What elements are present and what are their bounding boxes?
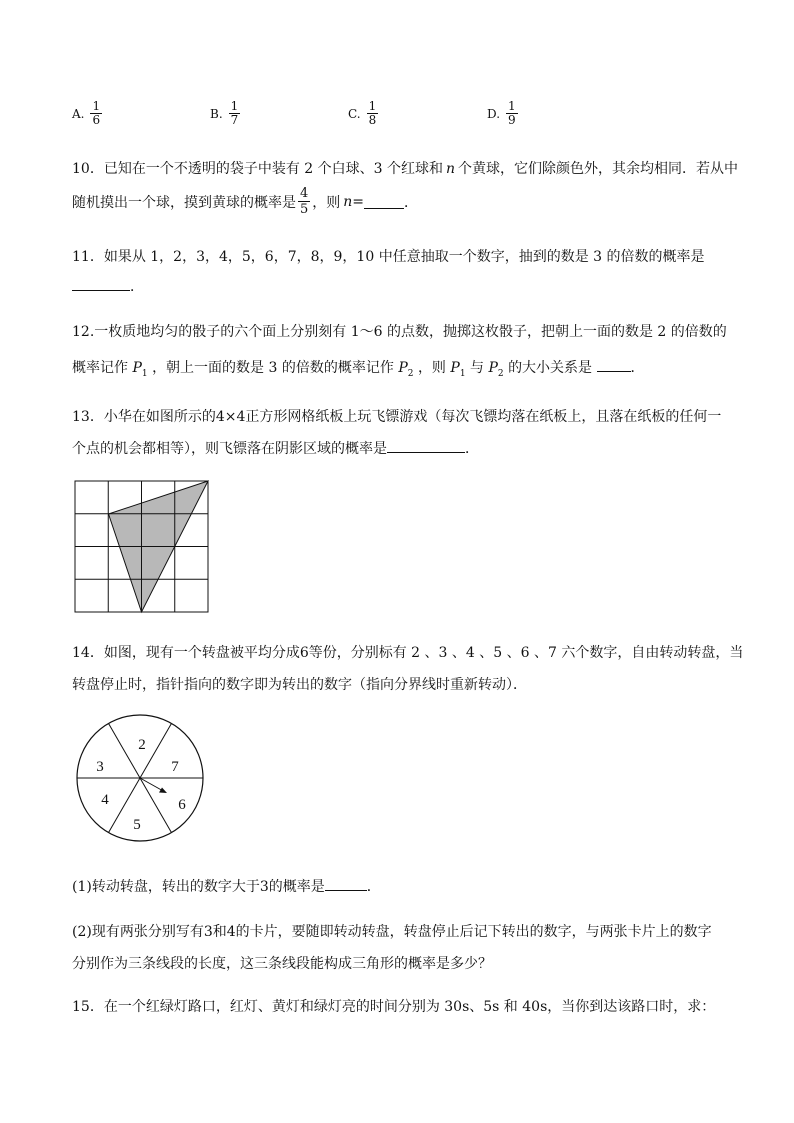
spinner-label: 2 [138,737,146,753]
var-n: n [445,161,456,177]
choice-letter: C. [348,106,361,121]
choice-letter: A. [72,106,85,121]
answer-blank[interactable] [387,438,465,453]
choice-letter: D. [487,106,501,121]
q12-line1: 12.一枚质地均匀的骰子的六个面上分别刻有 1～6 的点数，抛掷这枚骰子，把朝上一面的数是 2 的倍数的 [72,324,727,340]
choice-fraction: $\frac{1}{7}$ [230,99,239,127]
choice-d [487,100,520,127]
dartboard-grid-figure [72,478,212,616]
q11-line1: 11．如果从 1，2，3，4，5，6，7，8，9，10 中任意抽取一个数字，抽到的数是 3 的倍数的概率是 [72,249,705,265]
q15-line1: 15．在一个红绿灯路口，红灯、黄灯和绿灯亮的时间分别为 30s、5s 和 40s，当你到达该路口时，求： [72,999,716,1015]
answer-blank[interactable] [325,876,367,891]
answer-blank[interactable] [597,357,631,372]
spinner-label: 7 [171,759,179,775]
spinner-label: 4 [101,792,109,808]
q14-sub2-line1: (2)现有两张分别写有3和4的卡片，要随即转动转盘，转盘停止后记下转出的数字，与两张卡片上的数字 [72,924,712,940]
q10-line1: 10．已知在一个不透明的袋子中装有 2 个白球、3 个红球和 n 个黄球，它们除颜色外，其余均相同．若从中 [72,161,739,177]
q13-line2: 个点的机会都相等），则飞镖落在阴影区域的概率是 ． [72,438,479,458]
choice-letter: B. [210,106,223,121]
choice-fraction: $\frac{1}{8}$ [368,99,377,127]
choice-c [348,100,380,127]
q14-sub1: (1)转动转盘，转出的数字大于3的概率是 ． [72,876,381,896]
spinner-label: 5 [133,817,141,833]
choice-fraction: $\frac{1}{6}$ [92,99,101,127]
q10-fraction: $\frac{4}{5}$ [300,186,309,217]
q14-sub2-line2: 分别作为三条线段的长度，这三条线段能构成三角形的概率是多少？ [72,956,492,972]
spinner-label: 3 [96,759,104,775]
q14-line2: 转盘停止时，指针指向的数字即为转出的数字（指向分界线时重新转动）． [72,677,527,693]
choice-fraction: $\frac{1}{9}$ [508,99,516,127]
q10-line2: 随机摸出一个球，摸到黄球的概率是 $\frac{4}{5}$ ，则 n= ． [72,186,419,217]
q11-line2: ． [72,276,144,296]
pointer-arrowhead-icon [159,788,167,794]
choice-a [72,100,104,127]
choice-b [210,100,242,127]
q13-line1: 13．小华在如图所示的4×4正方形网格纸板上玩飞镖游戏（每次飞镖均落在纸板上，且落在纸板的任何一 [72,409,722,425]
q12-line2: 概率记作 $P_1$ ，朝上一面的数是 3 的倍数的概率记作 $P_2$ ，则 $P_1$ 与 $P_2$ 的大小关系是 ． [72,357,645,379]
q14-line1: 14．如图，现有一个转盘被平均分成6等份，分别标有 2 、3 、4 、5 、6 、7 六个数字，自由转动转盘，当 [72,645,744,661]
answer-blank[interactable] [72,276,130,291]
answer-blank[interactable] [364,194,404,209]
spinner-label: 6 [178,797,186,813]
spinner-figure [72,712,212,850]
